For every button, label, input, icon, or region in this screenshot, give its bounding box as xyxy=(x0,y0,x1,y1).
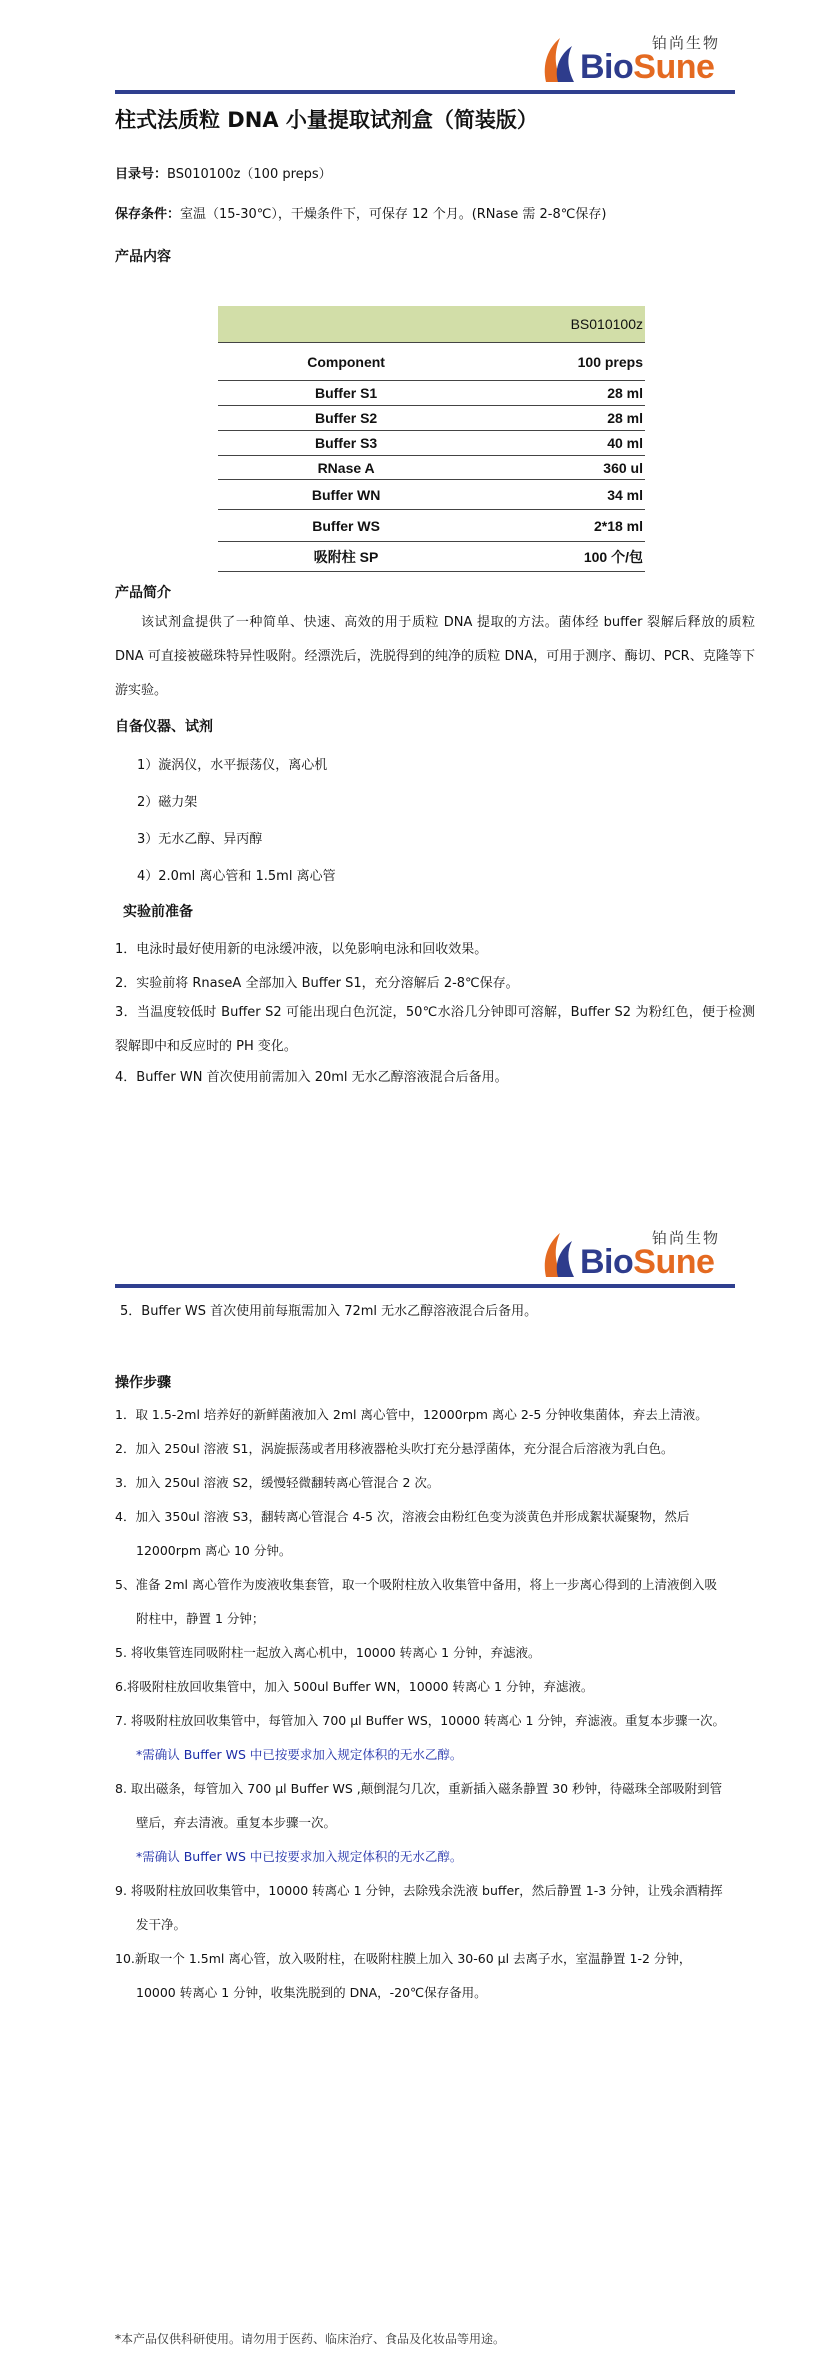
document-title: 柱式法质粒 DNA 小量提取试剂盒（简装版） xyxy=(115,108,538,132)
list-item: 9. 将吸附柱放回收集管中，10000 转离心 1 分钟，去除残余洗液 buffer，然后静置 1-3 分钟，让残余酒精挥 发干净。 xyxy=(115,1883,723,1932)
contents-heading: 产品内容 xyxy=(115,249,171,265)
catalog-number: 目录号：BS010100z（100 preps） xyxy=(115,167,332,182)
logo-mark-icon xyxy=(540,1229,584,1281)
contents-table xyxy=(218,306,645,572)
list-item: 3．当温度较低时 Buffer S2 可能出现白色沉淀，50℃水浴几分钟即可溶解，Buffer S2 为粉红色，便于检测裂解即中和反应时的 PH 变化。 xyxy=(115,1005,755,1054)
list-item: 5. 将收集管连同吸附柱一起放入离心机中，10000 转离心 1 分钟，弃滤液。 xyxy=(115,1645,541,1660)
table-row: Buffer WS 2*18 ml xyxy=(218,510,645,542)
table-row: Buffer S2 28 ml xyxy=(218,406,645,431)
steps-list xyxy=(115,1398,751,2010)
list-item: 1．电泳时最好使用新的电泳缓冲液，以免影响电泳和回收效果。 xyxy=(115,942,488,957)
list-item: 4）2.0ml 离心管和 1.5ml 离心管 xyxy=(137,869,336,884)
table-row: RNase A 360 ul xyxy=(218,456,645,480)
table-row: Buffer S3 40 ml xyxy=(218,431,645,456)
table-header-row xyxy=(218,306,645,343)
list-item: 4．Buffer WN 首次使用前需加入 20ml 无水乙醇溶液混合后备用。 xyxy=(115,1070,508,1085)
header-rule xyxy=(115,90,735,94)
table-row: Component 100 preps xyxy=(218,343,645,381)
list-item: 5、准备 2ml 离心管作为废液收集套管，取一个吸附柱放入收集管中备用，将上一步离心得到的上清液倒入吸 附柱中，静置 1 分钟； xyxy=(115,1577,718,1626)
list-item: 1．取 1.5-2ml 培养好的新鲜菌液加入 2ml 离心管中，12000rpm 离心 2-5 分钟收集菌体，弃去上清液。 xyxy=(115,1407,708,1422)
table-row: 吸附柱 SP 100 个/包 xyxy=(218,542,645,572)
brand-cn: 铂尚生物 xyxy=(652,1229,721,1247)
logo-mark-icon xyxy=(540,34,584,86)
footer-disclaimer: *本产品仅供科研使用。请勿用于医药、临床治疗、食品及化妆品等用途。 xyxy=(115,2332,506,2346)
list-item: 2．加入 250ul 溶液 S1，涡旋振荡或者用移液器枪头吹打充分悬浮菌体，充分混合后溶液为乳白色。 xyxy=(115,1441,674,1456)
intro-text: 该试剂盒提供了一种简单、快速、高效的用于质粒 DNA 提取的方法。菌体经 buffer 裂解后释放的质粒 DNA 可直接被磁珠特异性吸附。经漂洗后，洗脱得到的纯净的质粒 DNA，可用于测序、酶切、PCR、克隆等下游实验。 xyxy=(115,615,755,698)
step-note: *需确认 Buffer WS 中已按要求加入规定体积的无水乙醇。 xyxy=(136,1747,463,1762)
list-item: 7. 将吸附柱放回收集管中，每管加入 700 μl Buffer WS，10000 转离心 1 分钟，弃滤液。重复本步骤一次。 *需确认 Buffer WS 中已按要求加入规定体积的无水乙醇。 xyxy=(115,1704,751,1772)
steps-heading: 操作步骤 xyxy=(115,1375,171,1391)
brand-en: BioSune xyxy=(580,48,715,86)
prep-heading: 实验前准备 xyxy=(123,904,193,920)
brand-logo xyxy=(540,30,740,88)
equipment-heading: 自备仪器、试剂 xyxy=(115,719,213,735)
brand-logo xyxy=(540,1225,740,1283)
list-item: 10.新取一个 1.5ml 离心管，放入吸附柱，在吸附柱膜上加入 30-60 μl 去离子水，室温静置 1-2 分钟， 10000 转离心 1 分钟，收集洗脱到的 DNA，-20℃保存备用。 xyxy=(115,1951,692,2000)
step-note: *需确认 Buffer WS 中已按要求加入规定体积的无水乙醇。 xyxy=(136,1849,463,1864)
list-item: 4．加入 350ul 溶液 S3，翻转离心管混合 4-5 次，溶液会由粉红色变为淡黄色并形成絮状凝聚物，然后 12000rpm 离心 10 分钟。 xyxy=(115,1509,690,1558)
table-catalog-header: BS010100z xyxy=(474,306,645,343)
list-item: 1）漩涡仪，水平振荡仪，离心机 xyxy=(137,758,328,773)
brand-cn: 铂尚生物 xyxy=(652,34,721,52)
list-item: 3）无水乙醇、异丙醇 xyxy=(137,832,263,847)
list-item: 5．Buffer WS 首次使用前每瓶需加入 72ml 无水乙醇溶液混合后备用。 xyxy=(120,1304,538,1319)
list-item: 2）磁力架 xyxy=(137,795,198,810)
list-item: 3．加入 250ul 溶液 S2，缓慢轻微翻转离心管混合 2 次。 xyxy=(115,1475,440,1490)
intro-heading: 产品简介 xyxy=(115,585,171,601)
storage-conditions: 保存条件：室温（15-30℃），干燥条件下，可保存 12 个月。(RNase 需 2-8℃保存) xyxy=(115,207,607,222)
header-rule xyxy=(115,1284,735,1288)
table-row: Buffer S1 28 ml xyxy=(218,381,645,406)
list-item: 8. 取出磁条，每管加入 700 μl Buffer WS ,颠倒混匀几次，重新插入磁条静置 30 秒钟，待磁珠全部吸附到管 壁后，弃去清液。重复本步骤一次。 *需确认 Buffer WS 中已按要求加入规定体积的无水乙醇。 xyxy=(115,1772,751,1874)
table-row: Buffer WN 34 ml xyxy=(218,480,645,510)
list-item: 2．实验前将 RnaseA 全部加入 Buffer S1，充分溶解后 2-8℃保存。 xyxy=(115,976,519,991)
list-item: 6.将吸附柱放回收集管中，加入 500ul Buffer WN，10000 转离心 1 分钟，弃滤液。 xyxy=(115,1679,594,1694)
brand-en: BioSune xyxy=(580,1243,715,1281)
